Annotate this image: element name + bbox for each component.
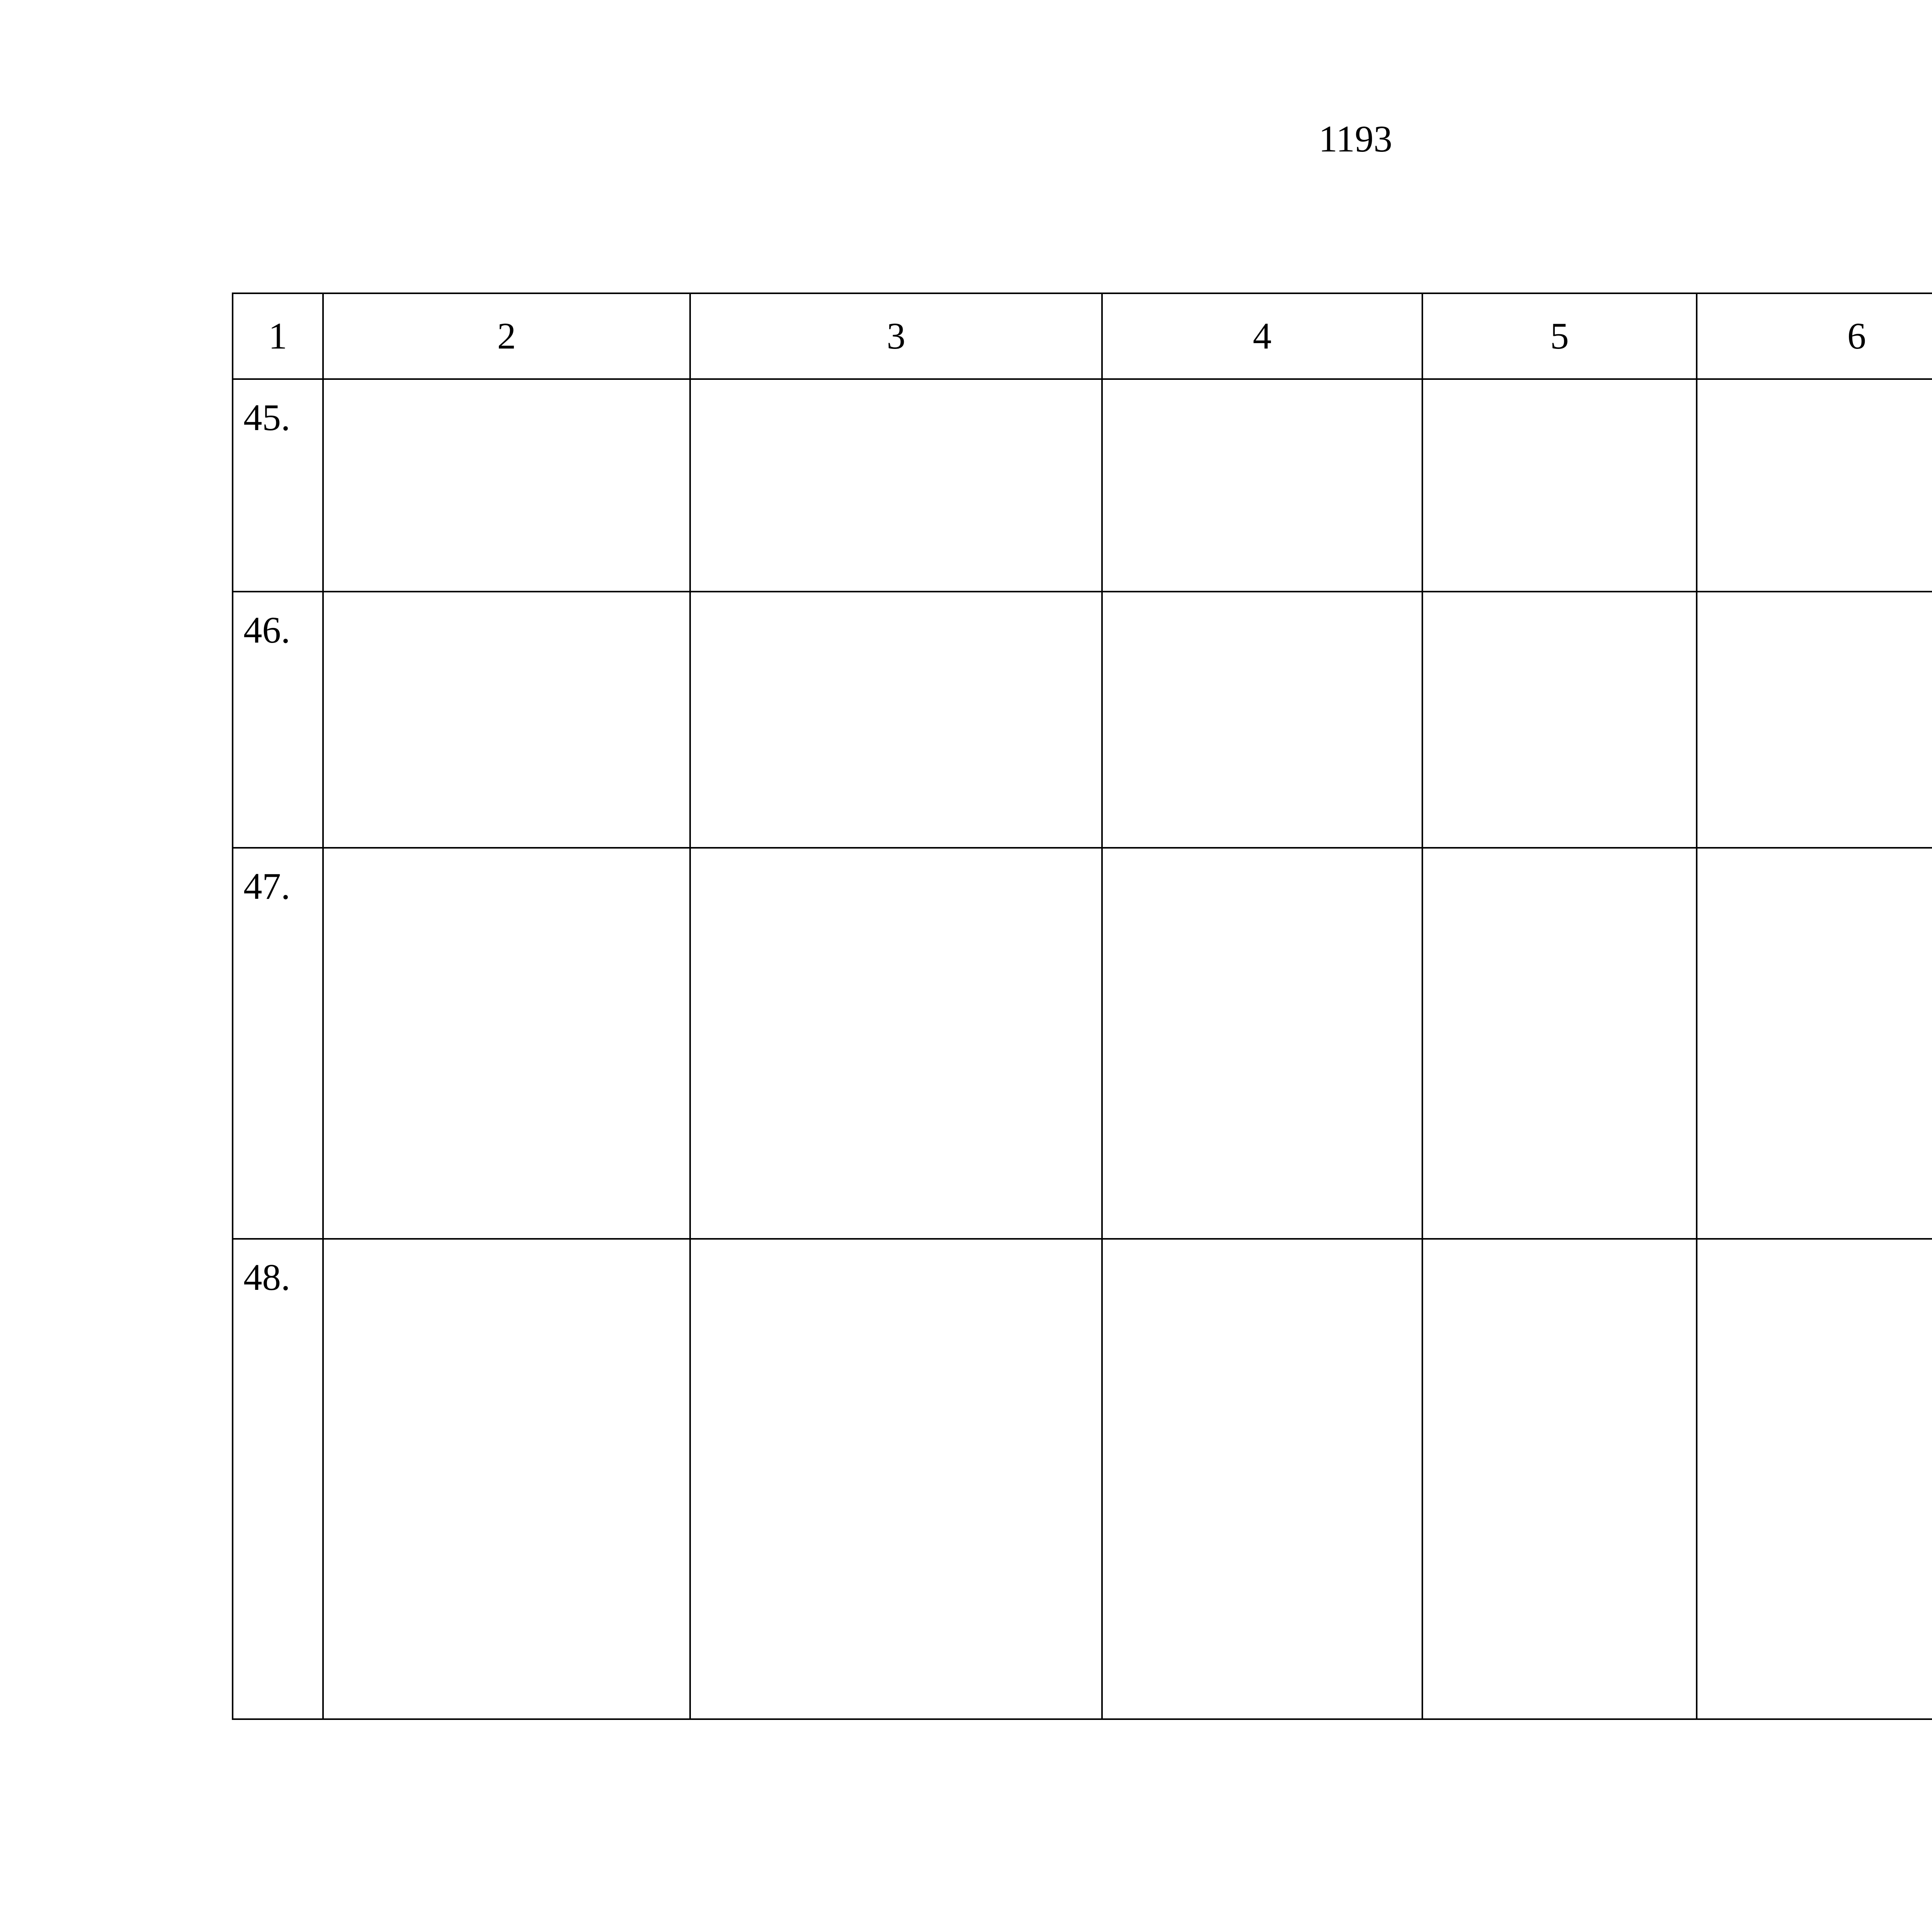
empty-cell <box>690 592 1102 848</box>
column-header-4: 4 <box>1102 293 1422 379</box>
table-row <box>233 1239 1932 1719</box>
empty-cell <box>690 379 1102 592</box>
empty-cell <box>1102 1239 1422 1719</box>
column-header-5: 5 <box>1422 293 1697 379</box>
empty-cell <box>1102 592 1422 848</box>
table-row <box>233 592 1932 848</box>
table-header-row <box>233 293 1932 379</box>
column-header-1: 1 <box>233 293 323 379</box>
empty-cell <box>1422 379 1697 592</box>
row-number: 47. <box>233 848 323 1239</box>
row-number: 45. <box>233 379 323 592</box>
empty-cell <box>690 848 1102 1239</box>
empty-cell <box>690 1239 1102 1719</box>
table-row <box>233 379 1932 592</box>
page-number: 1193 <box>1318 118 1393 160</box>
column-header-3: 3 <box>690 293 1102 379</box>
empty-cell <box>1422 1239 1697 1719</box>
empty-cell <box>1697 592 1932 848</box>
row-number: 46. <box>233 592 323 848</box>
empty-cell <box>1697 379 1932 592</box>
table-row <box>233 848 1932 1239</box>
empty-cell <box>1102 379 1422 592</box>
empty-cell <box>323 848 690 1239</box>
empty-cell <box>323 592 690 848</box>
empty-cell <box>1697 848 1932 1239</box>
row-number: 48. <box>233 1239 323 1719</box>
column-header-6: 6 <box>1697 293 1932 379</box>
column-header-2: 2 <box>323 293 690 379</box>
empty-cell <box>1102 848 1422 1239</box>
empty-cell <box>1422 592 1697 848</box>
empty-cell <box>1422 848 1697 1239</box>
empty-cell <box>323 379 690 592</box>
empty-cell <box>1697 1239 1932 1719</box>
settlements-table <box>232 293 1932 1720</box>
empty-cell <box>323 1239 690 1719</box>
